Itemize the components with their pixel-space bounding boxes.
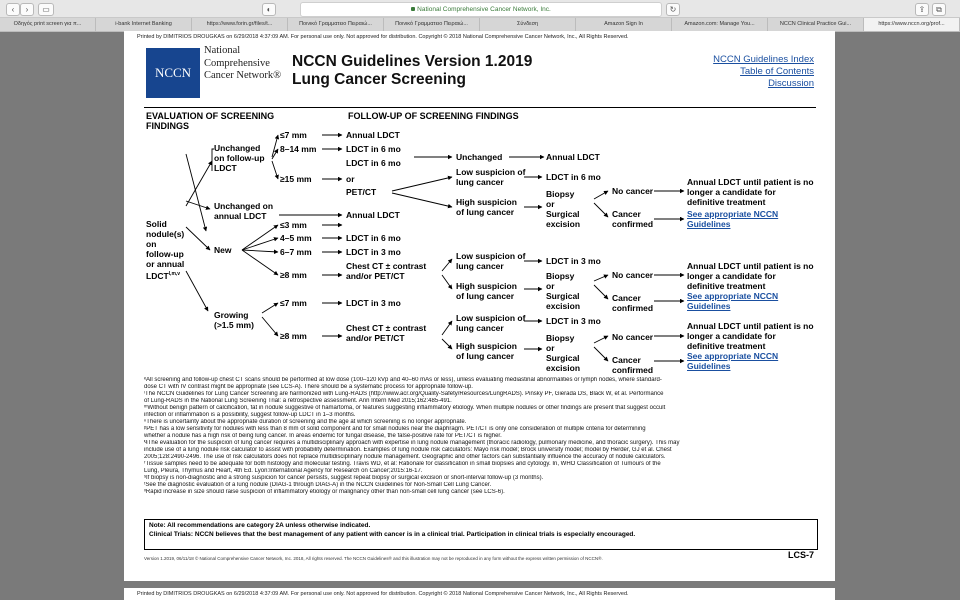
browser-tab[interactable]: Amazon.com: Manage You... (672, 18, 768, 31)
nccn-logo: NCCN (146, 48, 200, 98)
unchanged-result: Unchanged (456, 152, 503, 162)
tabs-icon[interactable]: ⧉ (932, 3, 946, 16)
browser-tab[interactable]: Ποινικό Γραμματειο Πειραιώ... (384, 18, 480, 31)
printed-by-line: Printed by DIMITRIOS DROUGKAS on 6/29/2018 4:37:09 AM. For personal use only. Not approved for distribution. Copyright © 2018 National Comprehensive Cancer Network, Inc., All Rights Reserved. (137, 34, 629, 40)
footnote: Lung, Pleura, Thymus and Heart, 4th Ed. Lyon:International Agency for Research on Cancer;2015:16-17. (144, 468, 423, 474)
solid-nodule-label: Solid nodule(s) on follow-up or annual LDCT$^{l,m,v}$ (146, 219, 185, 281)
biopsy-2: Biopsy or Surgical excision (546, 271, 581, 311)
size-8-14: 8–14 mm (280, 144, 317, 154)
biopsy-3: Biopsy or Surgical excision (546, 333, 581, 373)
address-bar[interactable]: National Comprehensive Cancer Network, Inc. (300, 2, 662, 17)
unchanged-annual-label: Unchanged on annual LDCT (214, 201, 274, 221)
sidebar-icon[interactable]: ▭ (38, 3, 54, 16)
size-ge8: ≥8 mm (280, 270, 307, 280)
footnote: ᵛRapid increase in size should raise suspicion of inflammatory etiology or malignancy other than non-small cell lung cancer (see LCS-6). (144, 489, 505, 495)
browser-tab[interactable]: https://www.forin.gr/files/t... (192, 18, 288, 31)
or-label: or (346, 174, 355, 184)
footnote: whether a nodule has a high risk of being lung cancer. In areas endemic for fungal disease, the false-positive rate for PET/CT is higher. (144, 433, 502, 439)
new-label: New (214, 245, 232, 255)
footnote: ᵏAll screening and follow-up chest CT scans should be performed at low dose (100–120 kVp and 40–60 mAs or less), unless evaluating mediastinal abnormalities or lymph nodes, where standard- (144, 377, 662, 383)
ldct-3mo-new: LDCT in 3 mo (346, 247, 401, 257)
share-icon[interactable]: ⇪ (915, 3, 929, 16)
low-suspicion-1: Low suspicion of lung cancer (456, 167, 526, 187)
forward-button[interactable]: › (20, 3, 34, 16)
page-code: LCS-7 (787, 550, 814, 560)
note-line: Note: All recommendations are category 2A unless otherwise indicated. (149, 522, 371, 529)
growing-label: Growing (>1.5 mm) (214, 310, 254, 330)
ldct-6mo-low: LDCT in 6 mo (546, 172, 601, 182)
footnote: dose CT with IV contrast might be appropriate (see LCS-A). There should be a systematic process for appropriate follow-up. (144, 384, 473, 390)
footnote: ᵖPET has a low sensitivity for nodules with less than 8 mm of solid component and for small nodules near the diaphragm. PET/CT is only one consideration of multiple criteria for determining (144, 426, 646, 432)
next-pdf-page (124, 588, 835, 600)
browser-tab[interactable]: NCCN Clinical Practice Gui... (768, 18, 864, 31)
chest-ct-growing: Chest CT ± contrast and/or PET/CT (346, 323, 427, 343)
followup-header: FOLLOW-UP OF SCREENING FINDINGS (348, 111, 519, 121)
org-name: National Comprehensive Cancer Network® (204, 45, 282, 81)
reader-icon[interactable]: ◐ (262, 3, 276, 16)
no-cancer-2: No cancer (612, 270, 654, 280)
footnotes (144, 377, 816, 496)
annual-ldct: Annual LDCT (346, 130, 400, 140)
footnote: include use of a lung nodule risk calculator to assist with probability determination. Examples of lung nodule risk calculators: Mayo risk model; Brock university model; model by Herder, GJ et al. Chest (144, 447, 672, 453)
petct: PET/CT (346, 187, 377, 197)
footnote: ᑫThe evaluation for the suspicion of lung cancer requires a multidisciplinary approach with expertise in lung nodule management (thoracic radiology, pulmonary medicine, and thoracic surgery). This may (144, 440, 680, 446)
ldct-6mo: LDCT in 6 mo (346, 144, 401, 154)
annual-until-2: Annual LDCT until patient is no longer a candidate for definitive treatment (687, 261, 814, 291)
guideline-topic: Lung Cancer Screening (292, 71, 466, 88)
browser-tab[interactable]: i-bank Internet Banking (96, 18, 192, 31)
browser-tab[interactable]: Σύνδεση (480, 18, 576, 31)
ldct-3mo-low-3: LDCT in 3 mo (546, 316, 601, 326)
see-guidelines-link-1[interactable]: See appropriate NCCN Guidelines (687, 209, 779, 229)
high-suspicion-3: High suspicion of lung cancer (456, 341, 517, 361)
no-cancer-1: No cancer (612, 186, 654, 196)
high-suspicion-2: High suspicion of lung cancer (456, 281, 517, 301)
clinical-trials-line: Clinical Trials: NCCN believes that the best management of any patient with cancer is in a clinical trial. Participation in clinical trials is especially encouraged. (149, 530, 636, 538)
lock-icon (411, 7, 415, 11)
footnote: ⁿThere is uncertainty about the appropriate duration of screening and the age at which screening is no longer appropriate. (144, 419, 467, 425)
size-ge8-growing: ≥8 mm (280, 331, 307, 341)
ldct-6mo-2: LDCT in 6 mo (346, 158, 401, 168)
back-button[interactable]: ‹ (6, 3, 20, 16)
low-suspicion-2: Low suspicion of lung cancer (456, 251, 526, 271)
reload-icon[interactable]: ↻ (666, 3, 680, 16)
biopsy-1: Biopsy or Surgical excision (546, 189, 581, 229)
size-4-5: 4–5 mm (280, 233, 312, 243)
size-6-7: 6–7 mm (280, 247, 312, 257)
table-of-contents-link[interactable]: Table of Contents (740, 66, 814, 77)
see-guidelines-link-3[interactable]: See appropriate NCCN Guidelines (687, 351, 779, 371)
browser-toolbar (0, 0, 960, 18)
printed-by-line-2: Printed by DIMITRIOS DROUGKAS on 6/29/2018 4:37:09 AM. For personal use only. Not approved for distribution. Copyright © 2018 National Comprehensive Cancer Network, Inc., All Rights Reserved. (137, 591, 629, 597)
browser-tab[interactable]: Οδηγός print screen για π... (0, 18, 96, 31)
browser-tab-active[interactable]: https://www.nccn.org/prof... (864, 18, 960, 31)
size-le3: ≤3 mm (280, 220, 307, 230)
footnote: of Lung-RADS in the National Lung Screening Trial: a retrospective assessment. Ann Intern Med 2015;162:485-491. (144, 398, 452, 404)
ldct-3mo-growing: LDCT in 3 mo (346, 298, 401, 308)
size-le7: ≤7 mm (280, 130, 307, 140)
unchanged-followup-label: Unchanged on follow-up LDCT (214, 143, 265, 173)
cancer-confirmed-3: Cancer confirmed (612, 355, 654, 375)
annual-ldct-2: Annual LDCT (346, 210, 400, 220)
ldct-6mo-new: LDCT in 6 mo (346, 233, 401, 243)
guidelines-index-link[interactable]: NCCN Guidelines Index (713, 54, 814, 65)
annual-ldct-result: Annual LDCT (546, 152, 600, 162)
note-box (144, 519, 818, 550)
low-suspicion-3: Low suspicion of lung cancer (456, 313, 526, 333)
cancer-confirmed-1: Cancer confirmed (612, 209, 654, 229)
cancer-confirmed-2: Cancer confirmed (612, 293, 654, 313)
see-guidelines-link-2[interactable]: See appropriate NCCN Guidelines (687, 291, 779, 311)
evaluation-header: EVALUATION OF SCREENING FINDINGS (146, 111, 275, 131)
browser-tab[interactable]: Amazon Sign In (576, 18, 672, 31)
guideline-version: NCCN Guidelines Version 1.2019 (292, 53, 533, 70)
tab-bar (0, 18, 960, 32)
high-suspicion-1: High suspicion of lung cancer (456, 197, 517, 217)
footnote: ˢIf biopsy is non-diagnostic and a strong suspicion for cancer persists, suggest repeat biopsy or surgical excision or short-interval follow-up (3 months). (144, 475, 544, 481)
size-ge15: ≥15 mm (280, 174, 312, 184)
footnote: ˡThe NCCN Guidelines for Lung Cancer Screening are harmonized with Lung-RADS (http://www.acr.org/Quality-Safety/Resources/LungRADS). Pinsky PF, Gierada DS, Black W, et al. Performance (144, 391, 664, 397)
footnote: 2005;128:2490-2496. The use of risk calculators does not replace multidisciplinary nodule management. Geographic and other factors can substantially influence the accuracy of nodule calculators. (144, 454, 666, 460)
footnote: ʳTissue samples need to be adequate for both histology and molecular testing. Travis WD, et al: Rationale for classification in small biopsies and cytology. In, WHO Classification of Tumours of the (144, 461, 661, 467)
discussion-link[interactable]: Discussion (768, 78, 814, 89)
pdf-page (124, 31, 835, 581)
footnote: ᵗSee the diagnostic evaluation of a lung nodule (DIAG-1 through DIAG-A) in the NCCN Guidelines for Non-Small Cell Lung Cancer. (144, 482, 492, 488)
annual-until-1: Annual LDCT until patient is no longer a candidate for definitive treatment (687, 177, 814, 207)
footnote: infection or inflammation is a possibility, suggest follow-up LDCT in 1–3 months. (144, 412, 356, 418)
chest-ct-new: Chest CT ± contrast and/or PET/CT (346, 261, 427, 281)
footnote: ᵐWithout benign pattern of calcification, fat in nodule suggestive of hamartoma, or features suggesting inflammatory etiology. When multiple nodules or other findings are present that suggest occult (144, 405, 666, 411)
no-cancer-3: No cancer (612, 332, 654, 342)
version-line: Version 1.2019, 06/11/18 © National Comprehensive Cancer Network, Inc. 2018, All rights reserved. The NCCN Guidelines® and this illustration may not be reproduced in any form without the express written permission of NCCN®. (144, 556, 603, 561)
size-le7-growing: ≤7 mm (280, 298, 307, 308)
browser-tab[interactable]: Ποινικό Γραμματειο Πειραιώ... (288, 18, 384, 31)
ldct-3mo-low-2: LDCT in 3 mo (546, 256, 601, 266)
annual-until-3: Annual LDCT until patient is no longer a candidate for definitive treatment (687, 321, 814, 351)
